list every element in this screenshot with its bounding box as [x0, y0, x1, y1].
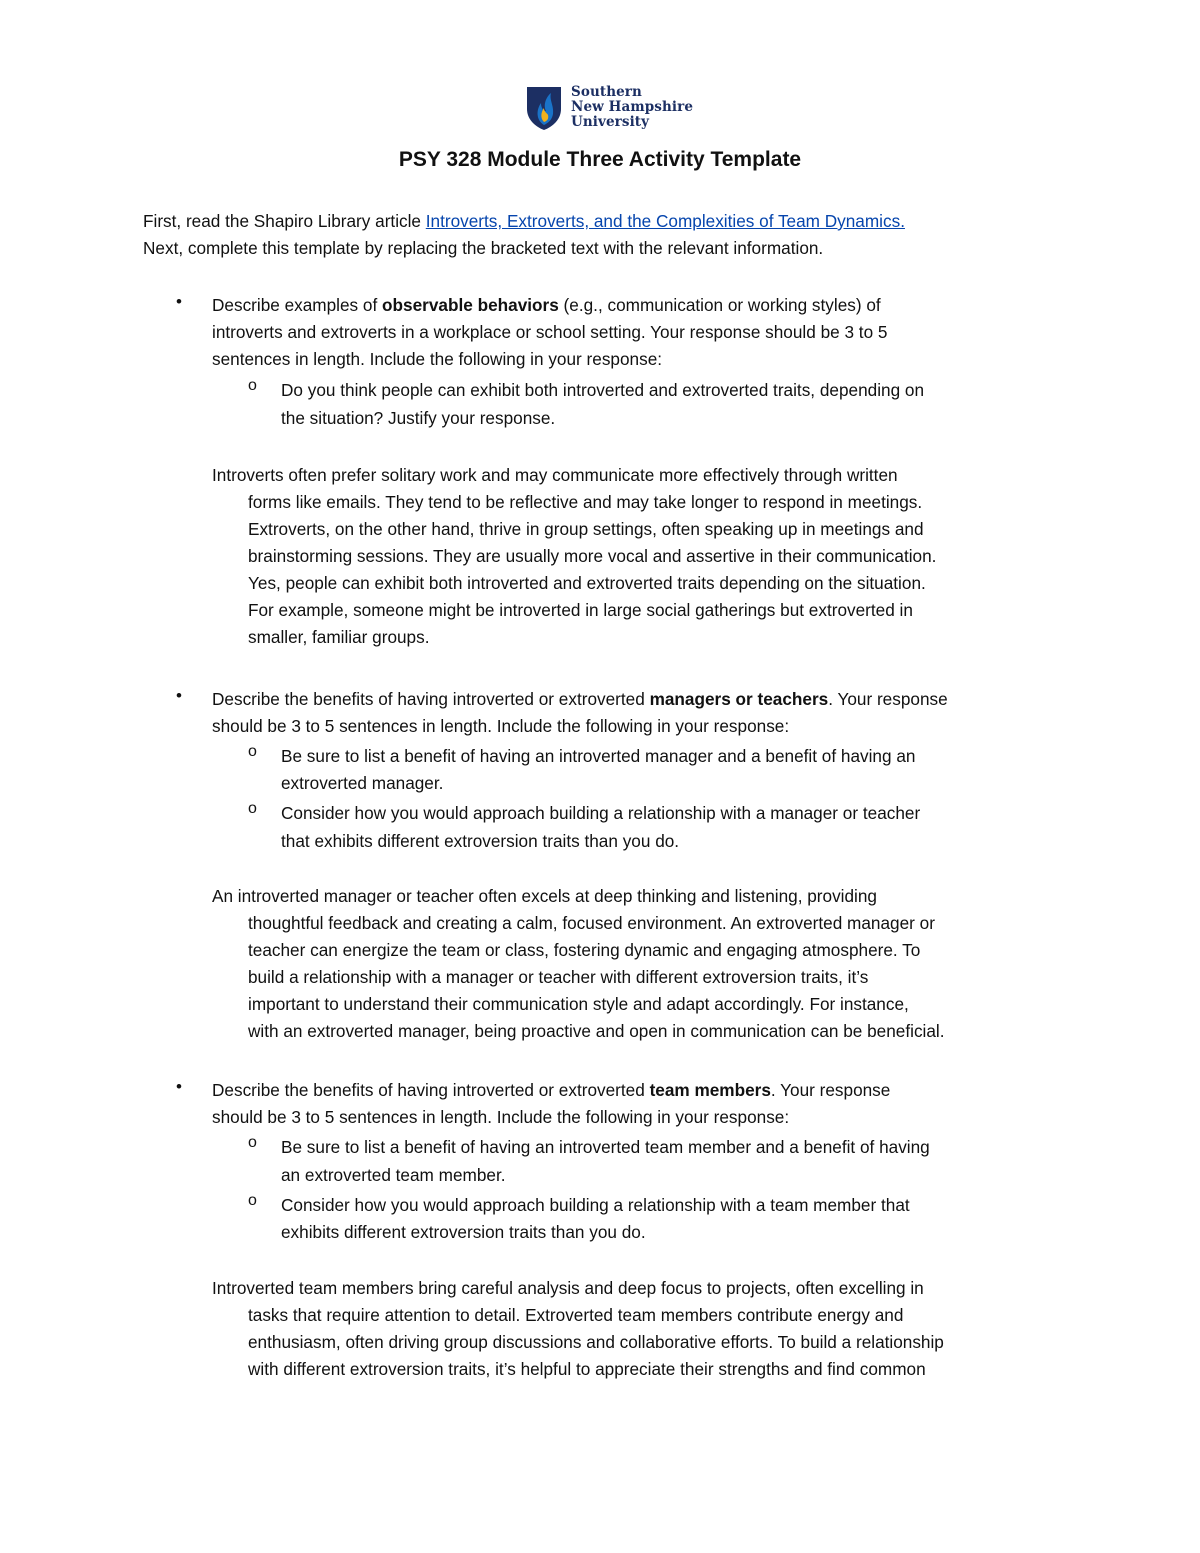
section-2-subitem-1-line-1: Be sure to list a benefit of having an introverted manager and a benefit of having an — [281, 746, 916, 766]
prompt-emphasis: managers or teachers — [649, 689, 829, 709]
section-1-answer-line: forms like emails. They tend to be reflective and may take longer to respond in meetings. — [248, 492, 923, 512]
section-2-answer-line: An introverted manager or teacher often excels at deep thinking and listening, providing — [212, 886, 877, 906]
sub-bullet-icon: o — [248, 1134, 257, 1151]
section-1-answer-line: Introverts often prefer solitary work and may communicate more effectively through written — [212, 465, 898, 485]
section-3-answer-line: enthusiasm, often driving group discussions and collaborative efforts. To build a relationship — [248, 1332, 944, 1352]
section-1-answer-line: Extroverts, on the other hand, thrive in group settings, often speaking up in meetings and — [248, 519, 924, 539]
logo-line-2: New Hampshire — [571, 99, 694, 115]
shield-flame-icon — [525, 85, 563, 131]
intro-line-2: Next, complete this template by replacing the bracketed text with the relevant information. — [143, 238, 824, 258]
section-1-subitem-1-line-2: the situation? Justify your response. — [281, 408, 556, 428]
section-3-subitem-2-line-2: exhibits different extroversion traits than you do. — [281, 1222, 646, 1242]
snhu-logo — [525, 85, 725, 133]
section-1-answer-line: brainstorming sessions. They are usually more vocal and assertive in their communication. — [248, 546, 937, 566]
prompt-text: Describe examples of — [212, 295, 383, 315]
section-1-answer-line: smaller, familiar groups. — [248, 627, 430, 647]
section-2-answer-line: build a relationship with a manager or teacher with different extroversion traits, it’s — [248, 967, 869, 987]
prompt-text: . Your response — [770, 1080, 891, 1100]
prompt-text: (e.g., communication or working styles) of — [558, 295, 881, 315]
prompt-emphasis: observable behaviors — [382, 295, 559, 315]
section-1-answer-line: Yes, people can exhibit both introverted and extroverted traits depending on the situation. — [248, 573, 926, 593]
article-link[interactable]: Introverts, Extroverts, and the Complexities of Team Dynamics. — [425, 211, 905, 231]
page-title: PSY 328 Module Three Activity Template — [398, 148, 802, 171]
sub-bullet-icon: o — [248, 800, 257, 817]
prompt-text: Describe the benefits of having introverted or extroverted — [212, 1080, 650, 1100]
section-2-subitem-2-line-1: Consider how you would approach building a relationship with a manager or teacher — [281, 803, 921, 823]
sub-bullet-icon: o — [248, 377, 257, 394]
bullet-icon: • — [176, 1077, 182, 1096]
section-2-prompt-line-1 — [212, 686, 948, 713]
intro-text: First, read the Shapiro Library article — [143, 211, 426, 231]
section-3-answer-line: Introverted team members bring careful analysis and deep focus to projects, often excelling in — [212, 1278, 924, 1298]
section-2-subitem-2-line-2: that exhibits different extroversion traits than you do. — [281, 831, 680, 851]
section-1-prompt-line-3: sentences in length. Include the following in your response: — [212, 349, 663, 369]
section-1-prompt-line-1 — [212, 292, 881, 319]
prompt-emphasis: team members — [649, 1080, 771, 1100]
logo-line-1: Southern — [571, 84, 642, 100]
prompt-text: Describe the benefits of having introverted or extroverted — [212, 689, 650, 709]
section-2-answer-line: teacher can energize the team or class, fostering dynamic and engaging atmosphere. To — [248, 940, 921, 960]
section-1-answer-line: For example, someone might be introverted in large social gatherings but extroverted in — [248, 600, 913, 620]
sub-bullet-icon: o — [248, 1192, 257, 1209]
prompt-text: . Your response — [828, 689, 948, 709]
logo-line-3: University — [571, 114, 650, 130]
section-2-answer-line: with an extroverted manager, being proactive and open in communication can be beneficial. — [248, 1021, 945, 1041]
bullet-icon: • — [176, 686, 182, 705]
section-2-answer-line: thoughtful feedback and creating a calm, focused environment. An extroverted manager or — [248, 913, 935, 933]
section-3-subitem-2-line-1: Consider how you would approach building a relationship with a team member that — [281, 1195, 910, 1215]
section-3-answer-line: with different extroversion traits, it’s helpful to appreciate their strengths and find common — [248, 1359, 926, 1379]
section-2-subitem-1-line-2: extroverted manager. — [281, 773, 444, 793]
section-3-prompt-line-2: should be 3 to 5 sentences in length. Include the following in your response: — [212, 1107, 790, 1127]
section-2-prompt-line-2: should be 3 to 5 sentences in length. Include the following in your response: — [212, 716, 790, 736]
bullet-icon: • — [176, 292, 182, 311]
section-2-answer-line: important to understand their communication style and adapt accordingly. For instance, — [248, 994, 909, 1014]
sub-bullet-icon: o — [248, 743, 257, 760]
section-1-prompt-line-2: introverts and extroverts in a workplace or school setting. Your response should be 3 to 5 — [212, 322, 888, 342]
section-3-answer-line: tasks that require attention to detail. Extroverted team members contribute energy and — [248, 1305, 904, 1325]
intro-line-1 — [143, 208, 905, 235]
section-3-subitem-1-line-2: an extroverted team member. — [281, 1165, 506, 1185]
section-3-prompt-line-1 — [212, 1077, 890, 1104]
section-3-subitem-1-line-1: Be sure to list a benefit of having an introverted team member and a benefit of having — [281, 1137, 930, 1157]
section-1-subitem-1-line-1: Do you think people can exhibit both introverted and extroverted traits, depending on — [281, 380, 925, 400]
